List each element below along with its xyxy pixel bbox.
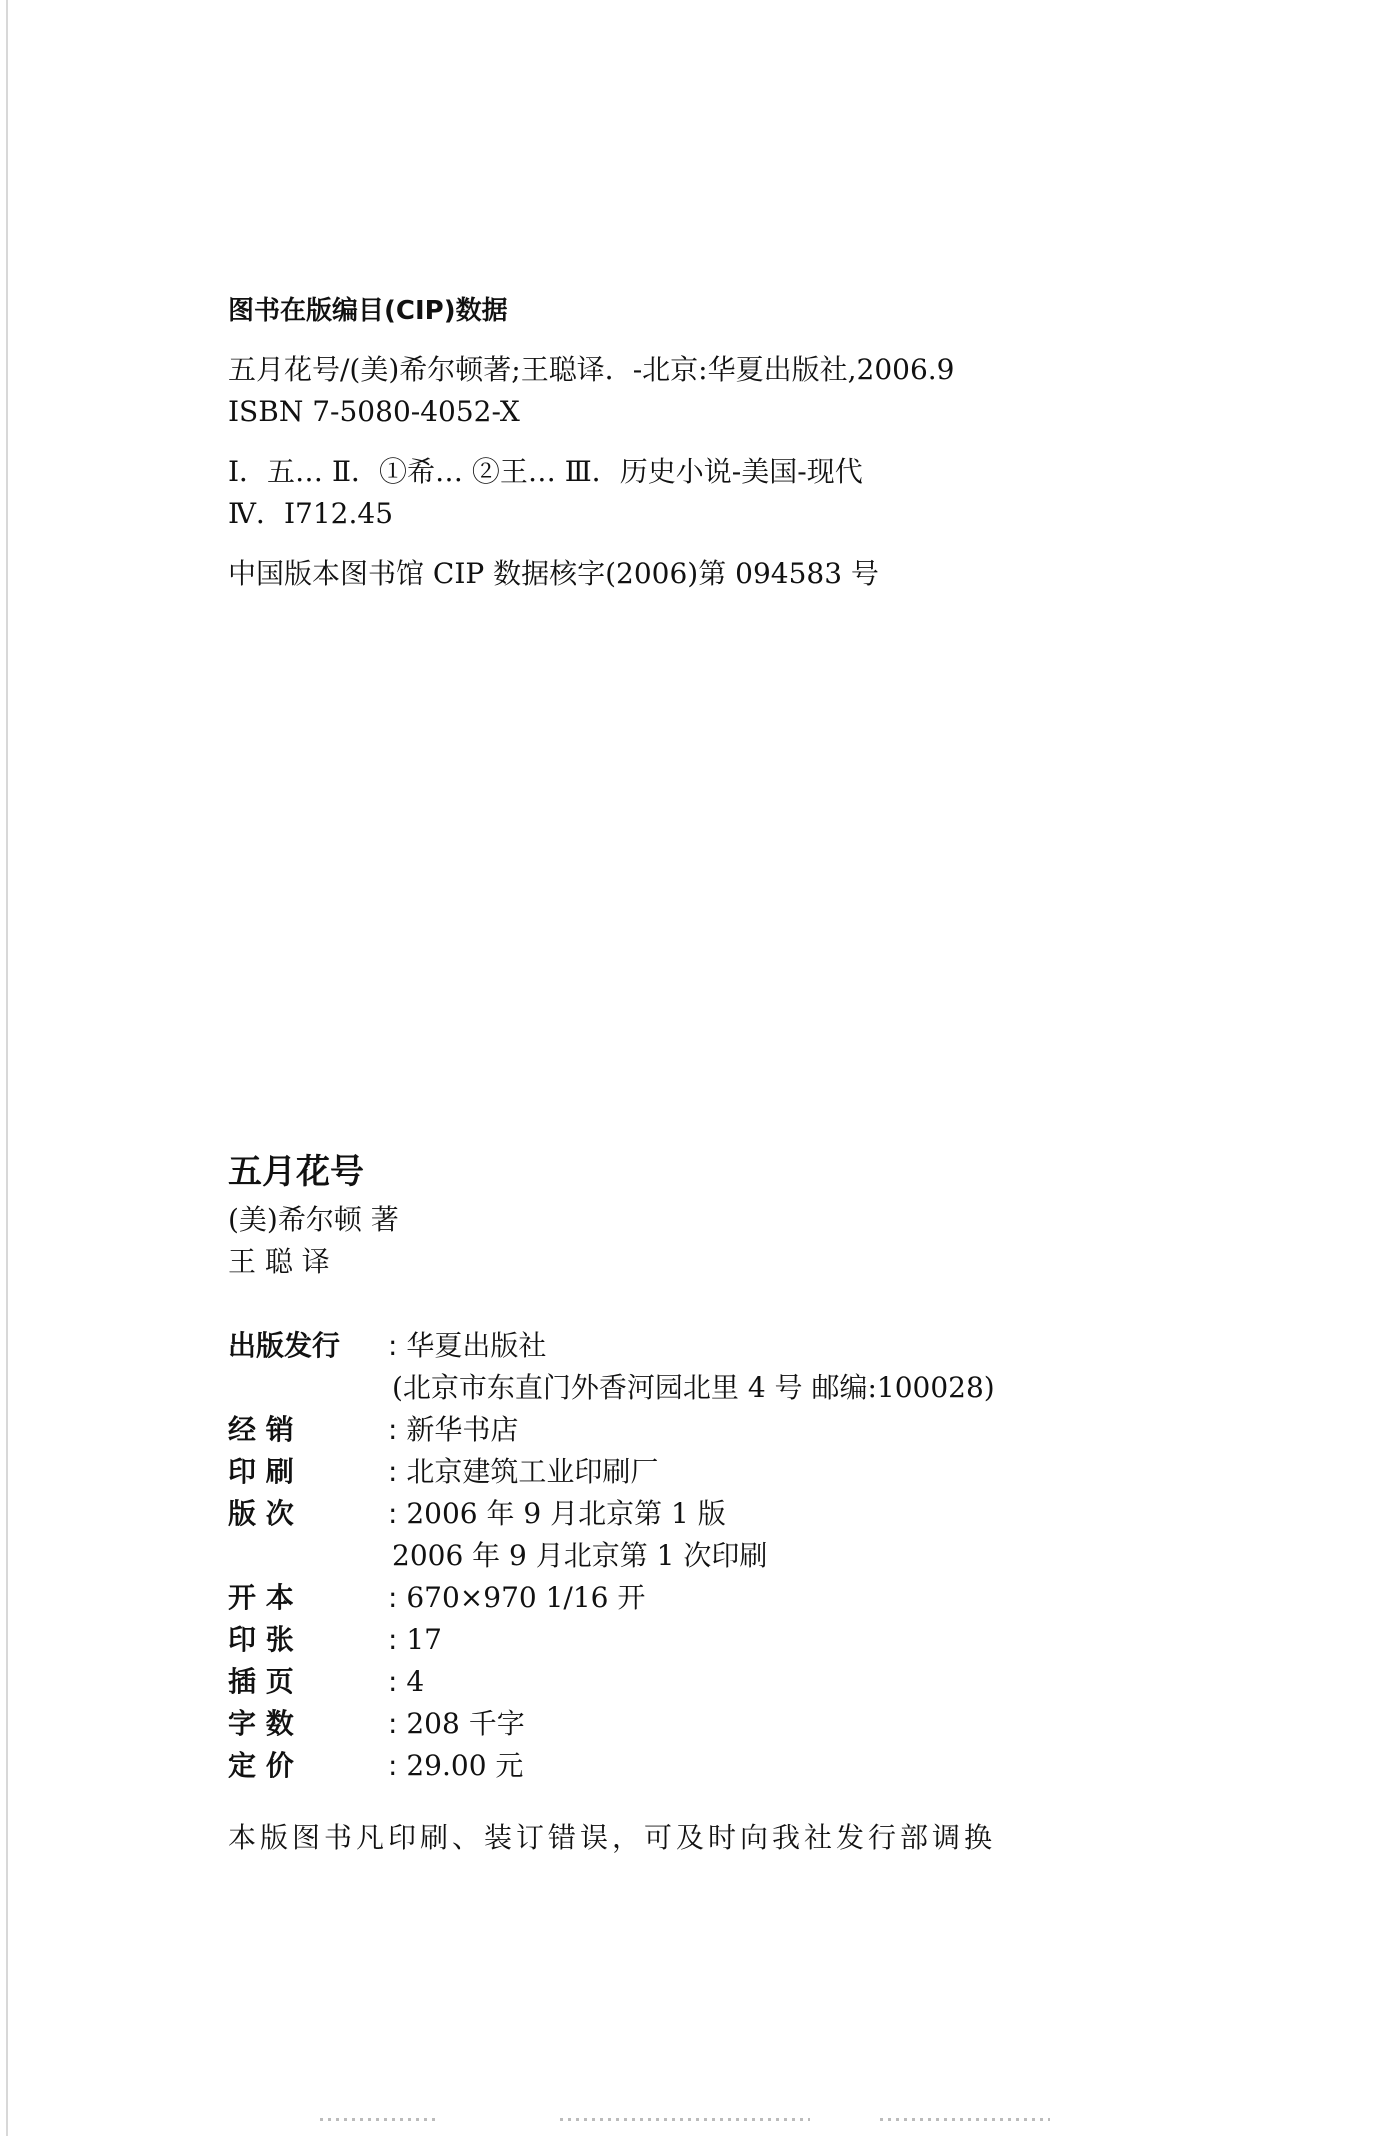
scan-noise — [320, 2118, 440, 2121]
price-value: 29.00 元 — [406, 1749, 524, 1782]
sheets-value: 17 — [406, 1623, 442, 1656]
cip-record-line: 五月花号/(美)希尔顿著;王聪译．-北京:华夏出版社,2006.9 — [228, 353, 955, 386]
isbn: ISBN 7-5080-4052-X — [228, 395, 520, 428]
distributor-label: 经 销 — [228, 1413, 294, 1446]
errata-notice: 本版图书凡印刷、装订错误，可及时向我社发行部调换 — [228, 1821, 997, 1854]
printer-row: 印 刷 : 北京建筑工业印刷厂 — [228, 1455, 659, 1488]
book-title: 五月花号 — [228, 1152, 364, 1192]
cip-heading: 图书在版编目(CIP)数据 — [228, 296, 508, 326]
words-label: 字 数 — [228, 1707, 294, 1740]
printing-value: 2006 年 9 月北京第 1 次印刷 — [392, 1539, 768, 1572]
publisher-value: 华夏出版社 — [406, 1329, 547, 1362]
price-row: 定 价 : 29.00 元 — [228, 1749, 524, 1782]
scan-noise — [880, 2118, 1050, 2121]
printer-value: 北京建筑工业印刷厂 — [406, 1455, 659, 1488]
book-author: (美)希尔顿 著 — [228, 1203, 399, 1236]
edition-row: 版 次 : 2006 年 9 月北京第 1 版 — [228, 1497, 726, 1530]
cip-library-record: 中国版本图书馆 CIP 数据核字(2006)第 094583 号 — [228, 557, 879, 590]
sheets-row: 印 张 : 17 — [228, 1623, 442, 1656]
cip-classification: Ⅰ．五… Ⅱ．①希… ②王… Ⅲ．历史小说-美国-现代 — [228, 455, 863, 488]
publisher-label: 出版发行 — [228, 1329, 341, 1362]
plates-label: 插 页 — [228, 1665, 294, 1698]
format-row: 开 本 : 670×970 1/16 开 — [228, 1581, 646, 1614]
publisher-row: 出版发行 : 华夏出版社 — [228, 1329, 547, 1362]
publisher-address: (北京市东直门外香河园北里 4 号 邮编:100028) — [392, 1371, 995, 1404]
plates-row: 插 页 : 4 — [228, 1665, 425, 1698]
words-row: 字 数 : 208 千字 — [228, 1707, 525, 1740]
format-value: 670×970 1/16 开 — [406, 1581, 646, 1614]
scan-noise — [560, 2118, 810, 2121]
cip-class-number: Ⅳ．I712.45 — [228, 497, 394, 530]
book-translator: 王 聪 译 — [228, 1245, 330, 1278]
scan-edge — [6, 0, 8, 2136]
edition-value: 2006 年 9 月北京第 1 版 — [406, 1497, 726, 1530]
price-label: 定 价 — [228, 1749, 294, 1782]
plates-value: 4 — [406, 1665, 425, 1698]
distributor-row: 经 销 : 新华书店 — [228, 1413, 519, 1446]
format-label: 开 本 — [228, 1581, 294, 1614]
words-value: 208 千字 — [406, 1707, 525, 1740]
printer-label: 印 刷 — [228, 1455, 294, 1488]
distributor-value: 新华书店 — [406, 1413, 519, 1446]
sheets-label: 印 张 — [228, 1623, 294, 1656]
edition-label: 版 次 — [228, 1497, 294, 1530]
